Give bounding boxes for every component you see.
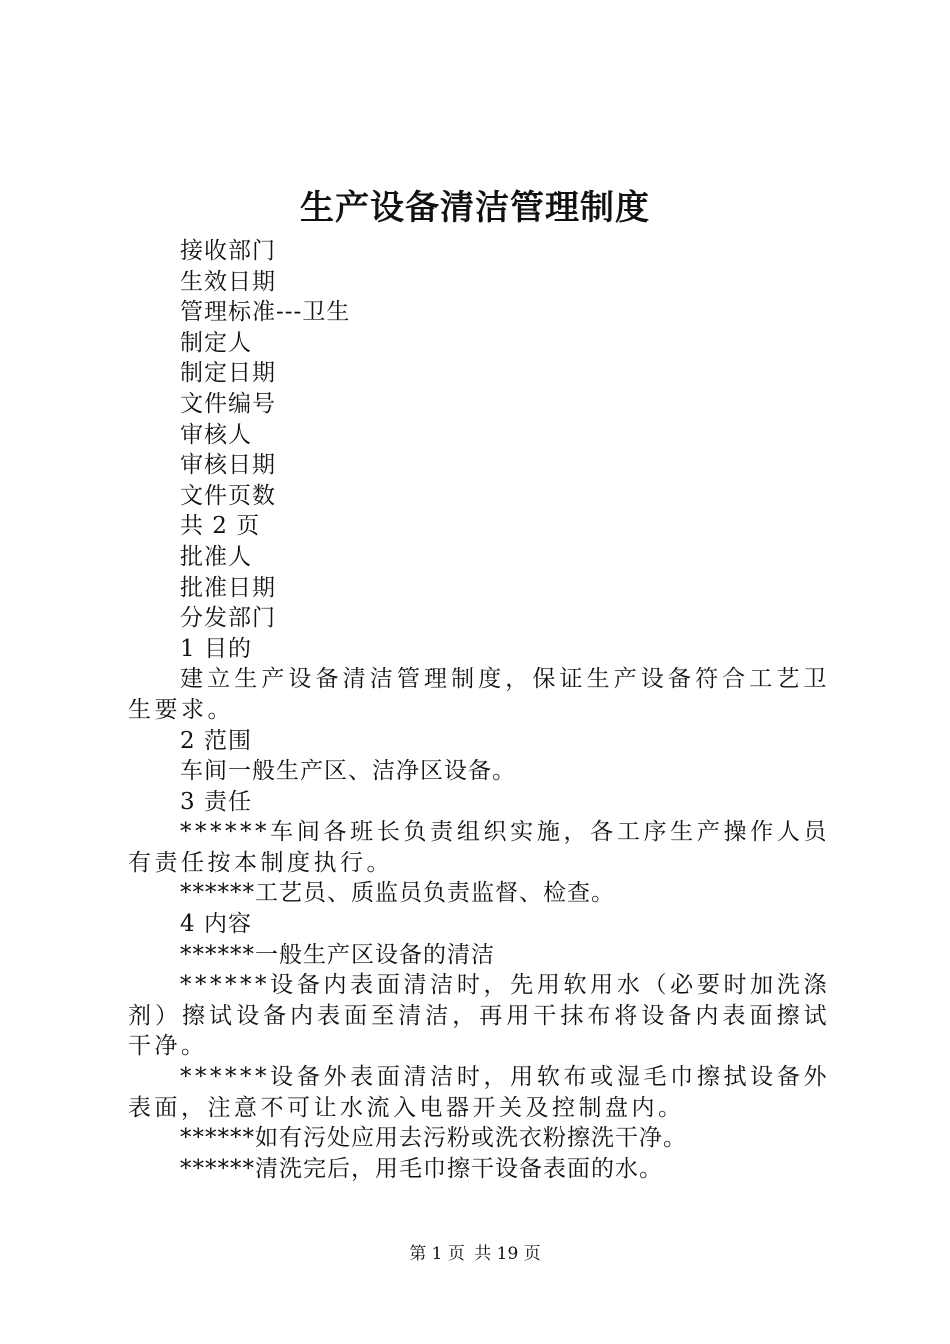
text-line: 生效日期	[180, 268, 276, 295]
page-number: 第 1 页	[409, 1244, 465, 1264]
subsection-heading: ******一般生产区设备的清洁	[180, 941, 495, 968]
document-title: 生产设备清洁管理制度	[300, 188, 650, 228]
section-heading: 3 责任	[180, 788, 252, 815]
text-line: ******清洗完后，用毛巾擦干设备表面的水。	[180, 1155, 663, 1182]
document-body	[128, 236, 830, 1184]
text-line: 接收部门	[180, 238, 276, 264]
text-line: 批准日期	[180, 574, 276, 601]
text-line: 管理标准---卫生	[180, 299, 351, 326]
page-total: 共 19 页	[474, 1244, 541, 1264]
text-line: 审核人	[180, 421, 252, 448]
text-line: 文件页数	[180, 482, 276, 509]
text-line: 批准人	[180, 543, 252, 570]
text-line: 制定人	[180, 329, 252, 356]
text-line: 共 2 页	[180, 513, 261, 540]
text-line: 制定日期	[180, 360, 276, 387]
section-heading: 2 范围	[180, 727, 252, 754]
text-line: 审核日期	[180, 452, 276, 479]
page-footer	[0, 1242, 950, 1266]
paragraph: ******设备外表面清洁时，用软布或湿毛巾擦拭设备外表面，注意不可让水流入电器开关及控制盘内。	[128, 1064, 830, 1121]
text-line: 文件编号	[180, 390, 276, 417]
text-line: 分发部门	[180, 605, 276, 632]
paragraph: 建立生产设备清洁管理制度，保证生产设备符合工艺卫生要求。	[128, 666, 830, 723]
section-heading: 4 内容	[180, 911, 252, 938]
text-line: 车间一般生产区、洁净区设备。	[180, 758, 516, 785]
text-line: ******如有污处应用去污粉或洗衣粉擦洗干净。	[180, 1125, 687, 1152]
text-line: ******工艺员、质监员负责监督、检查。	[180, 880, 615, 907]
paragraph: ******车间各班长负责组织实施，各工序生产操作人员有责任按本制度执行。	[128, 819, 830, 876]
paragraph: ******设备内表面清洁时，先用软用水（必要时加洗涤剂）擦试设备内表面至清洁，再用干抹布将设备内表面擦试干净。	[128, 972, 830, 1060]
section-heading: 1 目的	[180, 635, 252, 662]
